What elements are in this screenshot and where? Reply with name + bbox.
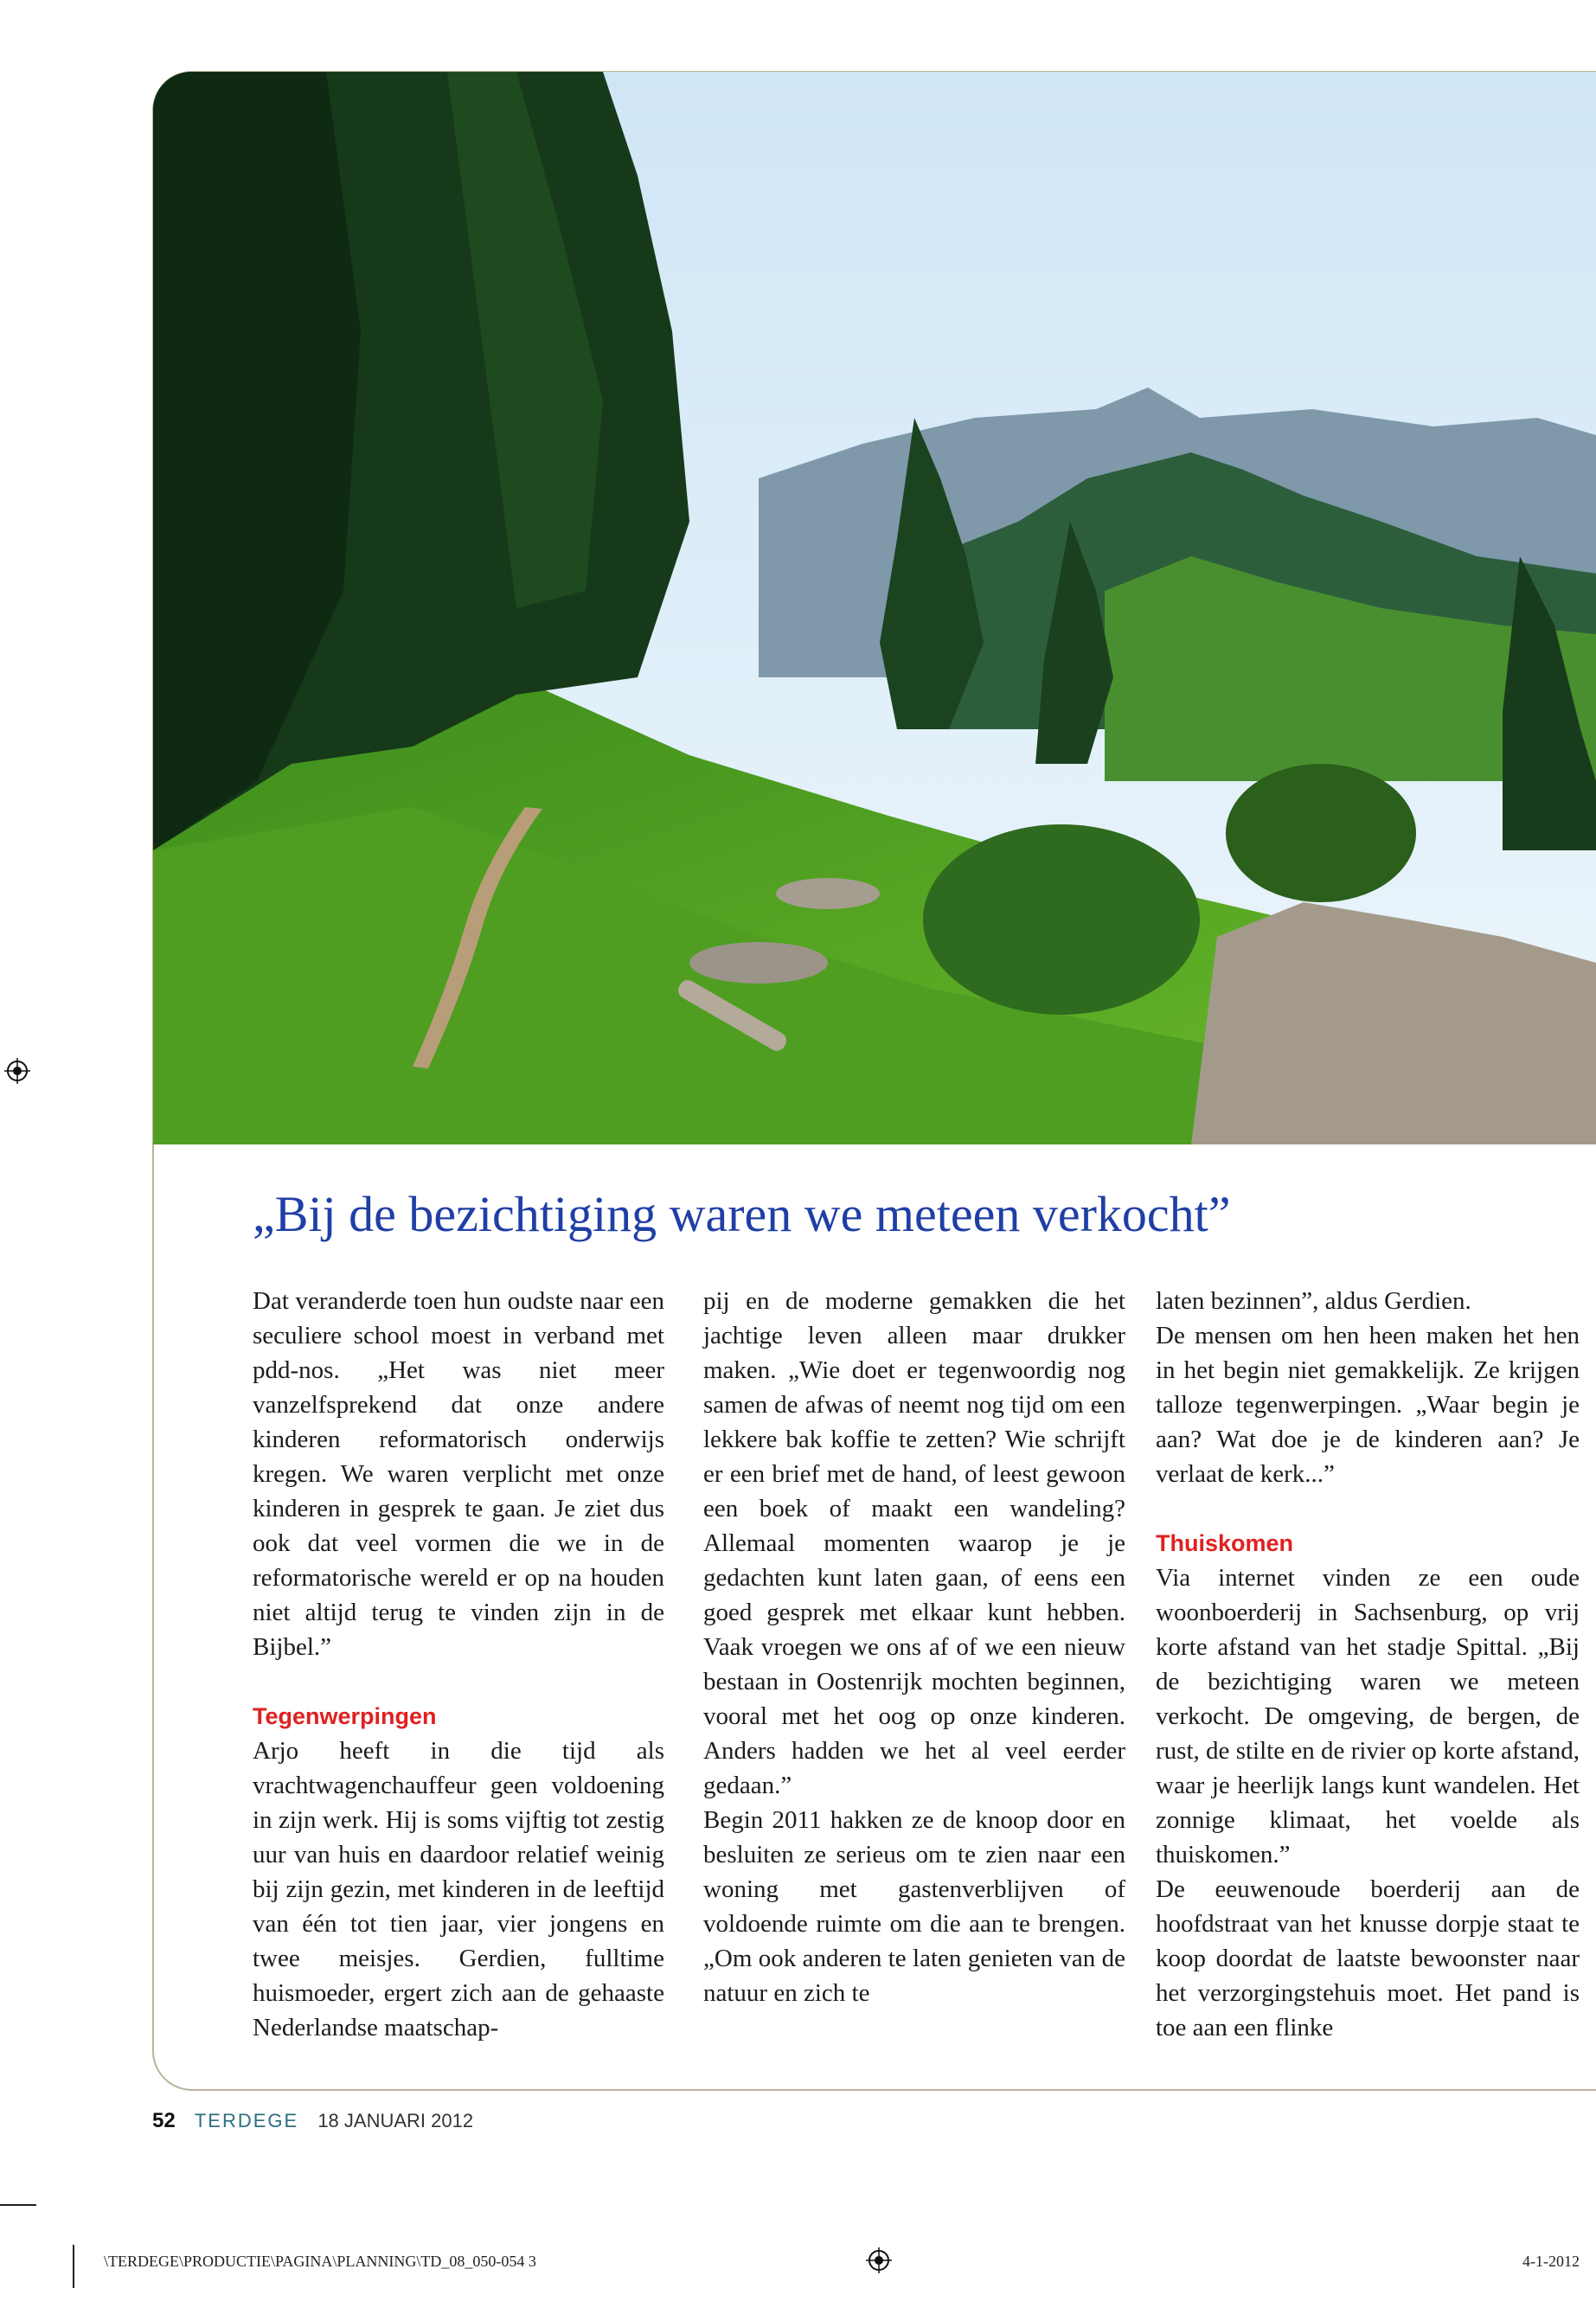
subheading-tegenwerpingen: Tegenwerpingen — [253, 1703, 437, 1729]
paragraph: De eeuwenoude boerderij aan de hoofdstraat van het knusse dorpje staat te koop doordat de laatste bewoonster naar het verzorgingstehuis moet. Het pand is toe aan een flinke — [1156, 1875, 1580, 2041]
registration-mark-icon — [4, 1058, 30, 1084]
production-slug-path: \TERDEGE\PRODUCTIE\PAGINA\PLANNING\TD_08_050-054 3 — [104, 2253, 536, 2270]
paragraph: laten bezinnen”, aldus Gerdien. — [1156, 1287, 1471, 1315]
production-slug-date: 4-1-2012 — [1522, 2253, 1580, 2270]
magazine-name: TERDEGE — [194, 2110, 299, 2131]
paragraph: Dat veranderde toen hun oudste naar een seculiere school moest in verband met pdd-nos. „Het was niet meer vanzelfsprekend dat onze andere kinderen reformatorisch onderwijs kregen. We waren verplicht met onze kinderen in gesprek te gaan. Je ziet dus ook dat veel vormen die we in de reformatorische wereld er op na houden niet altijd terug te vinden zijn in de Bijbel.” — [253, 1287, 664, 1661]
issue-date: 18 JANUARI 2012 — [317, 2110, 474, 2131]
article-headline: „Bij de bezichtiging waren we meteen verkocht” — [253, 1186, 1231, 1242]
page-number: 52 — [152, 2109, 176, 2132]
page-footer — [152, 2109, 473, 2133]
paragraph: De mensen om hen heen maken het hen in het begin niet gemakkelijk. Ze krijgen talloze tegenwerpingen. „Waar begin je aan? Wat doe je de kinderen aan? Je verlaat de kerk...” — [1156, 1322, 1580, 1488]
crop-mark — [0, 2204, 36, 2206]
crop-mark — [73, 2245, 74, 2288]
subheading-thuiskomen: Thuiskomen — [1156, 1530, 1294, 1556]
text-column-2 — [703, 1284, 1125, 2010]
paragraph: Via internet vinden ze een oude woonboerderij in Sachsenburg, op vrij korte afstand van het stadje Spittal. „Bij de bezichtiging waren we meteen verkocht. De omgeving, de bergen, de rust, de stilte en de rivier op korte afstand, waar je heerlijk langs kunt wandelen. Het zonnige klimaat, het voelde als thuiskomen.” — [1156, 1564, 1580, 1868]
paragraph: Begin 2011 hakken ze de knoop door en besluiten ze serieus om te zien naar een woning met gastenverblijven of voldoende ruimte om die aan te brengen. „Om ook anderen te laten genieten van de natuur en zich te — [703, 1806, 1125, 2007]
text-column-1 — [253, 1284, 664, 2045]
paragraph: pij en de moderne gemakken die het jachtige leven alleen maar drukker maken. „Wie doet er tegenwoordig nog samen de afwas of neemt nog tijd om een lekkere bak koffie te zetten? Wie schrijft er een brief met de hand, of leest gewoon een boek of maakt een wandeling? Allemaal momenten waarop je je gedachten kunt laten gaan, of eens een goed gesprek met elkaar kunt hebben. Vaak vroegen we ons af of we een nieuw bestaan in Oostenrijk mochten beginnen, vooral met het oog op onze kinderen. Anders hadden we het al veel eerder gedaan.” — [703, 1287, 1125, 1799]
paragraph: Arjo heeft in die tijd als vrachtwagenchauffeur geen voldoening in zijn werk. Hij is soms vijftig tot zestig uur van huis en daardoor relatief weinig bij zijn gezin, met kinderen in de leeftijd van één tot tien jaar, vier jongens en twee meisjes. Gerdien, fulltime huismoeder, ergert zich aan de gehaaste Nederlandse maatschap- — [253, 1737, 664, 2041]
text-column-3 — [1156, 1284, 1580, 2045]
registration-mark-icon — [866, 2247, 892, 2273]
landscape-photo — [153, 72, 1596, 1144]
